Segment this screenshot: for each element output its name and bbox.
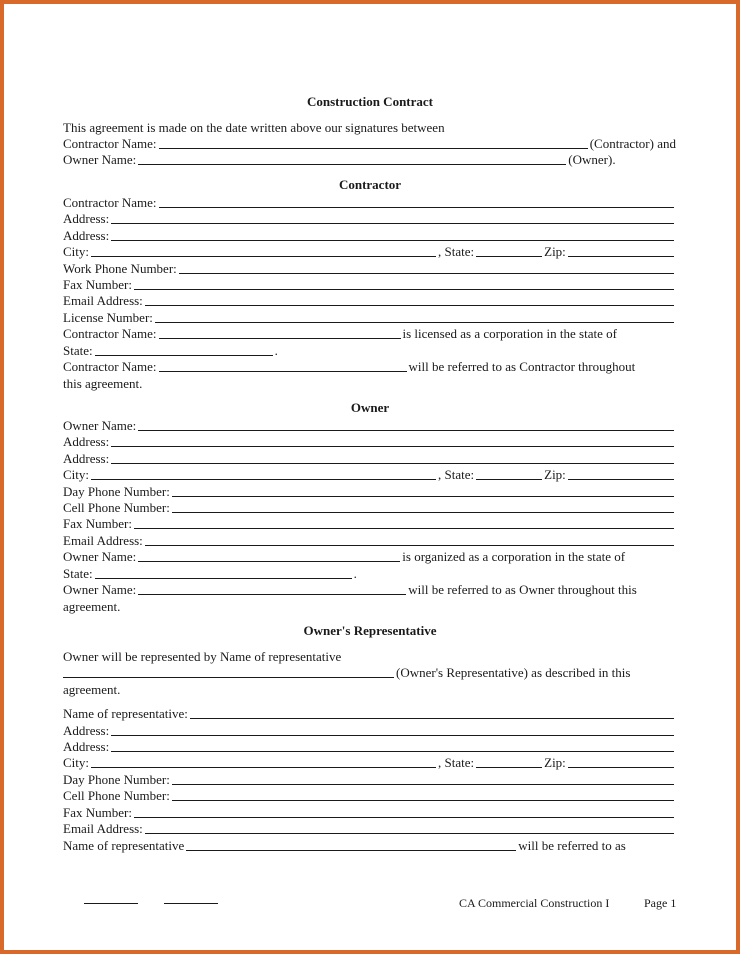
owner-corp-label: Owner Name: <box>63 549 137 564</box>
contractor-address2-row <box>63 228 676 243</box>
owner-city-field[interactable] <box>91 468 436 480</box>
intro-owner-label: Owner Name: <box>63 152 137 167</box>
intro-owner-field[interactable] <box>138 153 566 165</box>
rep-intro-row <box>63 665 676 680</box>
rep-state-label: , State: <box>438 755 475 770</box>
rep-fax-label: Fax Number: <box>63 805 132 820</box>
contractor-address1-field[interactable] <box>111 212 674 224</box>
contractor-fax-label: Fax Number: <box>63 277 132 292</box>
contractor-corp-suffix: is licensed as a corporation in the state of <box>402 326 617 341</box>
intro-contractor-field[interactable] <box>159 137 588 149</box>
intro-contractor-row <box>63 136 676 151</box>
owner-address1-row <box>63 434 676 449</box>
intro-contractor-suffix: (Contractor) and <box>589 136 676 151</box>
owner-name-label: Owner Name: <box>63 418 137 433</box>
contractor-state-field[interactable] <box>476 245 542 257</box>
owner-address1-field[interactable] <box>111 435 674 447</box>
owner-state2-field[interactable] <box>95 567 352 579</box>
contractor-ref-label: Contractor Name: <box>63 359 157 374</box>
contractor-city-field[interactable] <box>91 245 436 257</box>
owner-email-field[interactable] <box>145 534 674 546</box>
page-title: Construction Contract <box>306 94 433 109</box>
rep-email-label: Email Address: <box>63 821 143 836</box>
contractor-corp-label: Contractor Name: <box>63 326 157 341</box>
contractor-state2-row <box>63 343 676 358</box>
rep-name-field[interactable] <box>190 707 674 719</box>
rep-cell-phone-label: Cell Phone Number: <box>63 788 170 803</box>
contractor-work-phone-row <box>63 261 676 276</box>
contractor-state2-label: State: <box>63 343 93 358</box>
owner-email-row <box>63 533 676 548</box>
intro-owner-row <box>63 152 676 167</box>
rep-address1-row <box>63 723 676 738</box>
rep-ref-row <box>63 838 676 853</box>
rep-address2-field[interactable] <box>111 740 674 752</box>
intro-contractor-label: Contractor Name: <box>63 136 157 151</box>
rep-zip-label: Zip: <box>544 755 566 770</box>
rep-heading: Owner's Representative <box>303 623 437 638</box>
rep-address1-label: Address: <box>63 723 110 738</box>
rep-name-row <box>63 706 676 721</box>
owner-cell-phone-field[interactable] <box>172 501 674 513</box>
owner-fax-label: Fax Number: <box>63 516 132 531</box>
owner-day-phone-field[interactable] <box>172 485 674 497</box>
owner-corp-suffix: is organized as a corporation in the state of <box>402 549 626 564</box>
contractor-license-row <box>63 310 676 325</box>
owner-cell-phone-row <box>63 500 676 515</box>
owner-address2-row <box>63 451 676 466</box>
contractor-ref-field[interactable] <box>159 360 407 372</box>
intro-text: This agreement is made on the date written above our signatures between <box>63 120 445 135</box>
owner-address2-field[interactable] <box>111 452 674 464</box>
contractor-ref-suffix: will be referred to as Contractor throughout <box>408 359 636 374</box>
owner-city-row <box>63 467 676 482</box>
contractor-email-field[interactable] <box>145 294 674 306</box>
rep-city-label: City: <box>63 755 90 770</box>
contractor-city-label: City: <box>63 244 90 259</box>
footer-page-number: Page 1 <box>644 896 677 910</box>
rep-address2-label: Address: <box>63 739 110 754</box>
contractor-name-field[interactable] <box>159 196 675 208</box>
contractor-license-field[interactable] <box>155 311 674 323</box>
contractor-state2-field[interactable] <box>95 344 273 356</box>
owner-ref-label: Owner Name: <box>63 582 137 597</box>
rep-day-phone-label: Day Phone Number: <box>63 772 170 787</box>
rep-cell-phone-row <box>63 788 676 803</box>
contractor-zip-field[interactable] <box>568 245 674 257</box>
owner-ref-row <box>63 582 676 597</box>
contractor-city-row <box>63 244 676 259</box>
rep-zip-field[interactable] <box>568 756 674 768</box>
owner-heading: Owner <box>350 400 390 415</box>
owner-state-label: , State: <box>438 467 475 482</box>
footer-initials-line-1[interactable] <box>84 903 138 904</box>
owner-state2-label: State: <box>63 566 93 581</box>
contractor-heading: Contractor <box>338 177 402 192</box>
rep-day-phone-row <box>63 772 676 787</box>
intro-owner-suffix: (Owner). <box>568 152 616 167</box>
contractor-address2-field[interactable] <box>111 229 674 241</box>
owner-address1-label: Address: <box>63 434 110 449</box>
contractor-address1-row <box>63 211 676 226</box>
contractor-work-phone-label: Work Phone Number: <box>63 261 177 276</box>
rep-email-field[interactable] <box>145 822 674 834</box>
rep-address1-field[interactable] <box>111 724 674 736</box>
rep-fax-field[interactable] <box>134 806 674 818</box>
contractor-address2-label: Address: <box>63 228 110 243</box>
rep-ref-suffix: will be referred to as <box>518 838 626 853</box>
contractor-ref-row <box>63 359 676 374</box>
owner-address2-label: Address: <box>63 451 110 466</box>
owner-email-label: Email Address: <box>63 533 143 548</box>
owner-day-phone-label: Day Phone Number: <box>63 484 170 499</box>
rep-cell-phone-field[interactable] <box>172 789 674 801</box>
owner-name-field[interactable] <box>138 419 674 431</box>
contractor-corp-field[interactable] <box>159 327 401 339</box>
contractor-address1-label: Address: <box>63 211 110 226</box>
rep-city-row <box>63 755 676 770</box>
rep-city-field[interactable] <box>91 756 436 768</box>
rep-intro-text: Owner will be represented by Name of representative <box>63 649 342 664</box>
owner-corp-row <box>63 549 676 564</box>
contractor-zip-label: Zip: <box>544 244 566 259</box>
owner-city-label: City: <box>63 467 90 482</box>
owner-ref-field[interactable] <box>138 583 406 595</box>
rep-intro-suffix: (Owner's Representative) as described in this <box>396 665 631 680</box>
owner-corp-field[interactable] <box>138 550 400 562</box>
contractor-state2-suffix: . <box>274 343 278 358</box>
owner-fax-field[interactable] <box>134 517 674 529</box>
owner-state-field[interactable] <box>476 468 542 480</box>
contractor-corp-row <box>63 326 676 341</box>
owner-zip-field[interactable] <box>568 468 674 480</box>
owner-ref-suffix: will be referred to as Owner throughout this <box>408 582 637 597</box>
rep-ref-label: Name of representative <box>63 838 185 853</box>
rep-name-label: Name of representative: <box>63 706 188 721</box>
owner-cell-phone-label: Cell Phone Number: <box>63 500 170 515</box>
rep-intro-cont: agreement. <box>63 682 121 697</box>
contractor-ref-cont: this agreement. <box>63 376 143 391</box>
contractor-email-label: Email Address: <box>63 293 143 308</box>
owner-day-phone-row <box>63 484 676 499</box>
contractor-fax-field[interactable] <box>134 278 674 290</box>
rep-email-row <box>63 821 676 836</box>
owner-state2-row <box>63 566 676 581</box>
rep-ref-field[interactable] <box>186 839 516 851</box>
contractor-license-label: License Number: <box>63 310 153 325</box>
rep-state-field[interactable] <box>476 756 542 768</box>
owner-fax-row <box>63 516 676 531</box>
contractor-fax-row <box>63 277 676 292</box>
footer-initials-line-2[interactable] <box>164 903 218 904</box>
contractor-name-label: Contractor Name: <box>63 195 157 210</box>
owner-name-row <box>63 418 676 433</box>
footer-doc-name: CA Commercial Construction I <box>459 896 610 910</box>
contractor-email-row <box>63 293 676 308</box>
contractor-state-label: , State: <box>438 244 475 259</box>
document-page <box>4 4 736 950</box>
owner-zip-label: Zip: <box>544 467 566 482</box>
rep-intro-field[interactable] <box>63 666 394 678</box>
rep-day-phone-field[interactable] <box>172 773 674 785</box>
rep-fax-row <box>63 805 676 820</box>
contractor-name-row <box>63 195 676 210</box>
contractor-work-phone-field[interactable] <box>179 262 674 274</box>
owner-ref-cont: agreement. <box>63 599 121 614</box>
owner-state2-suffix: . <box>353 566 357 581</box>
rep-address2-row <box>63 739 676 754</box>
